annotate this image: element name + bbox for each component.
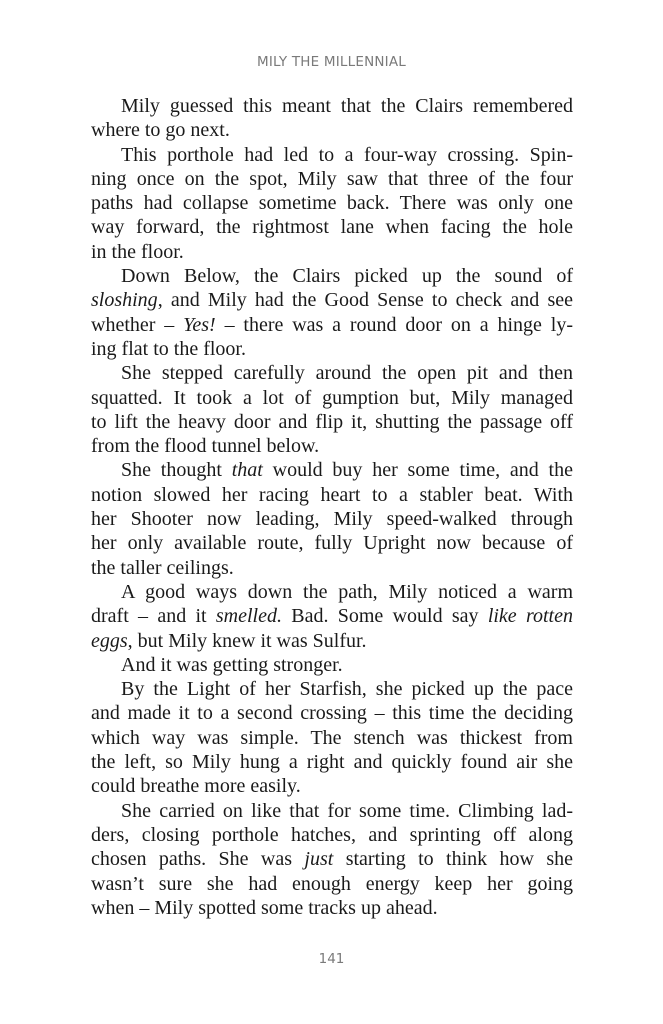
text-line [91, 118, 573, 142]
text-run: to lift the heavy door and flip it, shutting the passage off [91, 410, 573, 433]
text-run: when – Mily spotted some tracks up ahead. [91, 896, 438, 919]
paragraph [91, 264, 573, 361]
italic-text: eggs [91, 629, 128, 652]
text-run: – there was a round door on a hinge ly- [215, 313, 573, 336]
paragraph [91, 458, 573, 579]
text-run: chosen paths. She was [91, 848, 305, 871]
text-line [91, 94, 573, 118]
text-run: ing flat to the floor. [91, 337, 246, 360]
paragraph [91, 94, 573, 143]
text-line [91, 556, 573, 580]
text-line [91, 726, 573, 750]
text-run: She thought [121, 459, 232, 482]
text-run: way forward, the rightmost lane when facing the hole [91, 216, 573, 239]
text-line [91, 361, 573, 385]
italic-text: just [304, 848, 334, 871]
text-run: Down Below, the Clairs picked up the sound of [121, 265, 573, 288]
text-run: This porthole had led to a four-way crossing. Spin- [121, 143, 573, 166]
text-run: Mily guessed this meant that the Clairs remembered [121, 95, 573, 117]
italic-text: that [231, 459, 263, 482]
text-run: notion slowed her racing heart to a stabler beat. With [91, 483, 573, 506]
text-line [91, 410, 573, 434]
text-line [91, 531, 573, 555]
page-number: 141 [318, 951, 345, 967]
text-run: whether – [91, 313, 184, 336]
text-run: ning once on the spot, Mily saw that three of the four [91, 167, 573, 190]
text-run: from the flood tunnel below. [91, 435, 320, 458]
text-run: could breathe more easily. [91, 775, 301, 798]
text-line [91, 701, 573, 725]
text-line [91, 288, 573, 312]
text-run: in the floor. [91, 240, 184, 263]
text-line [91, 167, 573, 191]
text-line [91, 386, 573, 410]
text-run: the left, so Mily hung a right and quickly found air she [91, 751, 573, 774]
paragraph [91, 653, 573, 677]
text-line [91, 750, 573, 774]
text-line [91, 896, 573, 920]
text-run: paths had collapse sometime back. There was only one [91, 192, 573, 215]
text-run: would buy her some time, and the [262, 459, 573, 482]
text-line [91, 483, 573, 507]
text-run: draft – and it [91, 605, 216, 628]
text-run: the taller ceilings. [91, 556, 234, 579]
text-run: A good ways down the path, Mily noticed a warm [121, 580, 573, 603]
text-run: her Shooter now leading, Mily speed-walked through [91, 508, 573, 531]
text-run: , but Mily knew it was Sulfur. [127, 629, 367, 652]
text-line [91, 823, 573, 847]
text-line [91, 240, 573, 264]
text-line [91, 434, 573, 458]
text-run: her only available route, fully Upright now because of [91, 532, 573, 555]
text-run: which way was simple. The stench was thickest from [91, 726, 573, 749]
text-line [91, 774, 573, 798]
paragraph [91, 361, 573, 458]
running-head: MILY THE MILLENNIAL [256, 54, 407, 70]
text-line [91, 799, 573, 823]
text-line [91, 143, 573, 167]
text-line [91, 215, 573, 239]
paragraph [91, 799, 573, 920]
text-line [91, 604, 573, 628]
text-line [91, 677, 573, 701]
text-run: She carried on like that for some time. Climbing lad- [121, 799, 573, 822]
text-run: starting to think how she [333, 848, 574, 871]
text-run: where to go next. [91, 119, 230, 142]
text-line [91, 458, 573, 482]
text-line [91, 872, 573, 896]
text-line [91, 653, 573, 677]
text-line [91, 507, 573, 531]
text-run: and made it to a second crossing – this time the deciding [91, 702, 573, 725]
italic-text: Yes! [183, 313, 216, 336]
italic-text: sloshing [91, 289, 158, 312]
paragraph [91, 143, 573, 264]
text-line [91, 629, 573, 653]
text-line [91, 191, 573, 215]
text-run: squatted. It took a lot of gumption but, Mily managed [91, 386, 573, 409]
text-run: Bad. Some would say [281, 605, 488, 628]
text-run: ders, closing porthole hatches, and sprinting off along [91, 823, 573, 846]
paragraph [91, 677, 573, 798]
body-text [91, 94, 573, 920]
text-line [91, 580, 573, 604]
text-line [91, 847, 573, 871]
text-line [91, 337, 573, 361]
paragraph [91, 580, 573, 653]
text-line [91, 313, 573, 337]
text-run: wasn’t sure she had enough energy keep her going [91, 872, 573, 895]
italic-text: smelled. [215, 605, 282, 628]
italic-text: like rotten [487, 605, 573, 628]
text-line [91, 264, 573, 288]
text-run: She stepped carefully around the open pit and then [121, 362, 573, 385]
text-run: By the Light of her Starfish, she picked up the pace [121, 678, 573, 701]
text-run: And it was getting stronger. [121, 653, 343, 676]
text-run: , and Mily had the Good Sense to check and see [157, 289, 573, 312]
